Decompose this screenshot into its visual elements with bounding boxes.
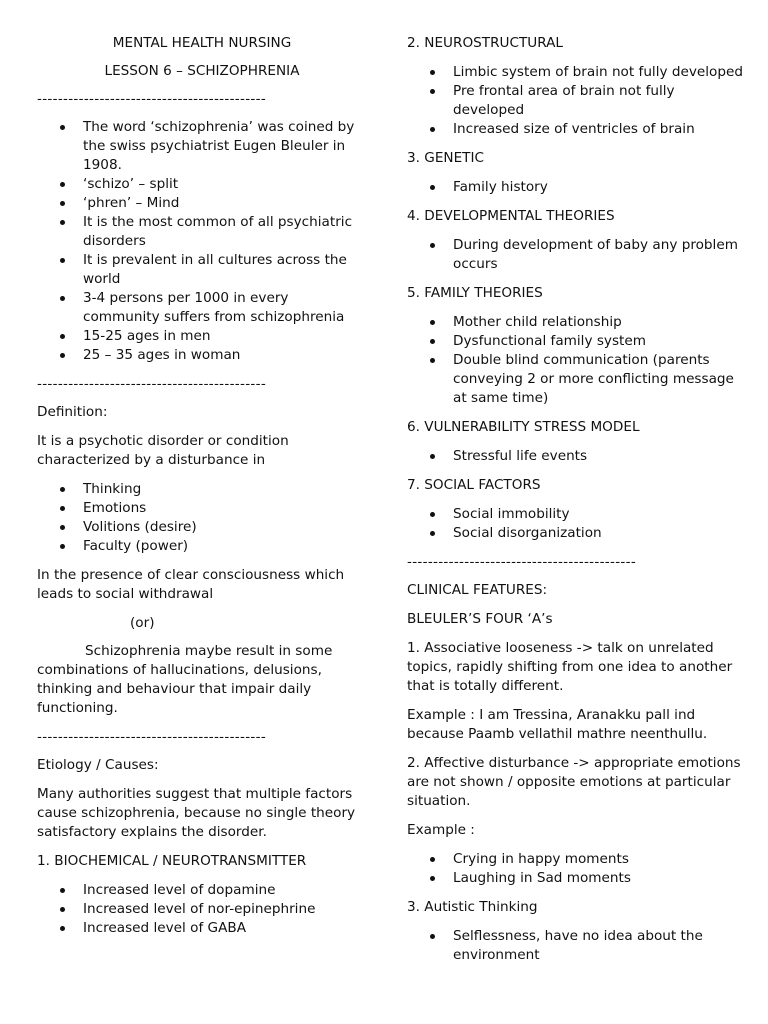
list-item: Selflessness, have no idea about the environment bbox=[407, 927, 747, 965]
list-item: Dysfunctional family system bbox=[407, 332, 747, 351]
associative-text: 1. Associative looseness -> talk on unrelated topics, rapidly shifting from one idea to another that is totally different. bbox=[407, 640, 733, 694]
separator-line: -------------------------------------------- bbox=[37, 376, 267, 392]
list-item: Mother child relationship bbox=[407, 313, 747, 332]
bleuler-heading: BLEULER’S FOUR ‘A’s bbox=[407, 611, 553, 627]
list-item: Increased size of ventricles of brain bbox=[407, 120, 747, 139]
list-item: Family history bbox=[407, 178, 747, 197]
separator-line: -------------------------------------------- bbox=[407, 554, 637, 570]
list-item: Emotions bbox=[37, 499, 367, 518]
list-item: Double blind communication (parents conveying 2 or more conflicting message at same time) bbox=[407, 351, 747, 408]
presence-text: In the presence of clear consciousness which leads to social withdrawal bbox=[37, 567, 345, 602]
developmental-heading: 4. DEVELOPMENTAL THEORIES bbox=[407, 208, 615, 224]
definition-list bbox=[37, 480, 367, 556]
list-item: ‘schizo’ – split bbox=[37, 175, 367, 194]
list-item: Social disorganization bbox=[407, 524, 747, 543]
list-item: ‘phren’ – Mind bbox=[37, 194, 367, 213]
separator-line: -------------------------------------------- bbox=[37, 91, 267, 107]
definition-heading: Definition: bbox=[37, 404, 108, 420]
lesson-title: LESSON 6 – SCHIZOPHRENIA bbox=[104, 63, 300, 79]
vulnerability-heading: 6. VULNERABILITY STRESS MODEL bbox=[407, 419, 640, 435]
list-item: Pre frontal area of brain not fully developed bbox=[407, 82, 747, 120]
list-item: Increased level of GABA bbox=[37, 919, 367, 938]
list-item: Volitions (desire) bbox=[37, 518, 367, 537]
developmental-list bbox=[407, 236, 747, 274]
social-list bbox=[407, 505, 747, 543]
list-item: It is the most common of all psychiatric disorders bbox=[37, 213, 367, 251]
neuro-list bbox=[407, 63, 747, 139]
associative-example: Example : I am Tressina, Aranakku pall ind because Paamb vellathil mathre neenthullu. bbox=[407, 707, 708, 742]
list-item: During development of baby any problem occurs bbox=[407, 236, 747, 274]
or-text: (or) bbox=[130, 615, 155, 631]
list-item: 25 – 35 ages in woman bbox=[37, 346, 367, 365]
affective-text: 2. Affective disturbance -> appropriate emotions are not shown / opposite emotions at particular situation. bbox=[407, 755, 741, 809]
list-item: Faculty (power) bbox=[37, 537, 367, 556]
autistic-list bbox=[407, 927, 747, 965]
left-column bbox=[37, 34, 367, 948]
genetic-heading: 3. GENETIC bbox=[407, 150, 484, 166]
biochem-list bbox=[37, 881, 367, 938]
list-item: Increased level of nor-epinephrine bbox=[37, 900, 367, 919]
list-item: Increased level of dopamine bbox=[37, 881, 367, 900]
affective-example-label: Example : bbox=[407, 822, 475, 838]
etiology-text: Many authorities suggest that multiple factors cause schizophrenia, because no single theory satisfactory explains the disorder. bbox=[37, 786, 356, 840]
list-item: It is prevalent in all cultures across the world bbox=[37, 251, 367, 289]
family-heading: 5. FAMILY THEORIES bbox=[407, 285, 543, 301]
list-item: The word ‘schizophrenia’ was coined by the swiss psychiatrist Eugen Bleuler in 1908. bbox=[37, 118, 367, 175]
right-column bbox=[407, 34, 747, 975]
autistic-heading: 3. Autistic Thinking bbox=[407, 899, 538, 915]
list-item: 3-4 persons per 1000 in every community suffers from schizophrenia bbox=[37, 289, 367, 327]
social-heading: 7. SOCIAL FACTORS bbox=[407, 477, 541, 493]
list-item: Laughing in Sad moments bbox=[407, 869, 747, 888]
list-item: Stressful life events bbox=[407, 447, 747, 466]
genetic-list bbox=[407, 178, 747, 197]
affective-list bbox=[407, 850, 747, 888]
family-list bbox=[407, 313, 747, 408]
clinical-heading: CLINICAL FEATURES: bbox=[407, 582, 548, 598]
etiology-heading: Etiology / Causes: bbox=[37, 757, 159, 773]
list-item: Thinking bbox=[37, 480, 367, 499]
separator-line: -------------------------------------------- bbox=[37, 729, 267, 745]
list-item: Crying in happy moments bbox=[407, 850, 747, 869]
course-title: MENTAL HEALTH NURSING bbox=[112, 35, 292, 51]
intro-list bbox=[37, 118, 367, 365]
list-item: Limbic system of brain not fully developed bbox=[407, 63, 747, 82]
list-item: 15-25 ages in men bbox=[37, 327, 367, 346]
biochem-heading: 1. BIOCHEMICAL / NEUROTRANSMITTER bbox=[37, 853, 307, 869]
list-item: Social immobility bbox=[407, 505, 747, 524]
alt-definition-text: Schizophrenia maybe result in some combinations of hallucinations, delusions, thinking and behaviour that impair daily functioning. bbox=[37, 643, 333, 716]
neuro-heading: 2. NEUROSTRUCTURAL bbox=[407, 35, 563, 51]
vulnerability-list bbox=[407, 447, 747, 466]
definition-text: It is a psychotic disorder or condition characterized by a disturbance in bbox=[37, 433, 289, 468]
